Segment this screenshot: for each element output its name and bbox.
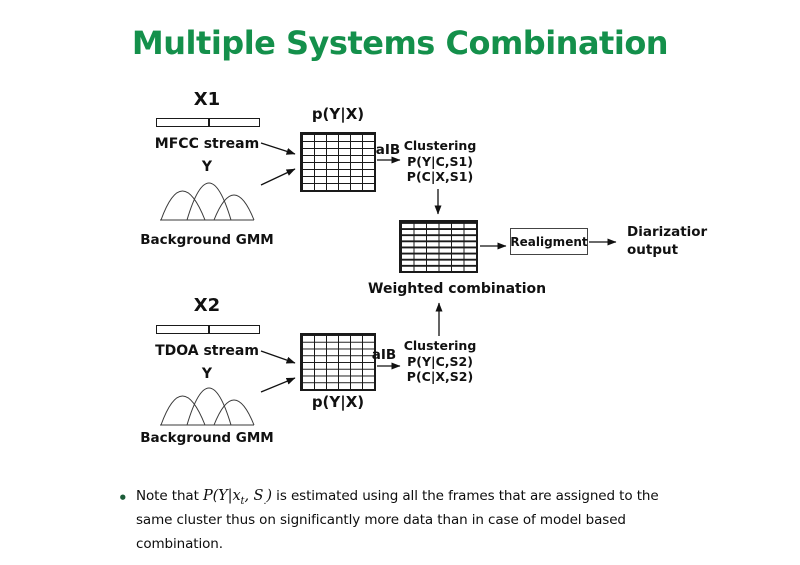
clustering-pcxs2: P(C|X,S2) <box>406 369 474 384</box>
weighted-combination-grid <box>399 220 478 273</box>
clustering-pcxs1: P(C|X,S1) <box>406 169 474 184</box>
stream2-feature-bar <box>156 325 260 334</box>
stream1-y-label: Y <box>201 159 213 175</box>
note-line3: combination. <box>136 536 223 552</box>
arrow-gmm1-to-grid <box>261 169 295 185</box>
arrow-gmm2-to-grid <box>261 378 295 392</box>
prob-grid-top-label: p(Y|X) <box>311 105 365 123</box>
note-math-expression: $P(Y|x_t$, $S_.$) <box>202 488 272 507</box>
stream2-gmm-label: Background GMM <box>140 430 274 446</box>
prob-grid-bottom-label: p(Y|X) <box>311 393 365 411</box>
gmm-curves-icon <box>158 385 256 427</box>
realignment-label: Realigment <box>510 234 588 249</box>
stream2-y-label: Y <box>201 366 213 382</box>
stream1-gmm-label: Background GMM <box>140 232 274 248</box>
probability-grid-bottom <box>300 333 376 391</box>
note-line1-rest: is estimated using all the frames that are assigned to the <box>276 488 659 504</box>
note-pre-math: Note that <box>136 488 199 504</box>
bar-divider <box>208 119 210 126</box>
weighted-combination-label: Weighted combination <box>368 281 547 297</box>
note-line2: same cluster thus on significantly more data than in case of model based <box>136 512 626 528</box>
slide-title: Multiple Systems Combination <box>131 24 669 62</box>
stream2-label: TDOA stream <box>155 343 259 359</box>
clustering-title: Clustering <box>403 138 477 153</box>
aib-label-bottom: aIB <box>371 347 397 363</box>
realignment-box <box>510 228 588 255</box>
clustering-block-top <box>398 138 482 185</box>
clustering-block-bottom <box>398 338 482 385</box>
diarization-output-label <box>627 223 707 259</box>
stream1-label: MFCC stream <box>154 136 260 152</box>
gmm-curves-icon <box>158 180 256 222</box>
note-line1 <box>136 488 659 507</box>
bullet-marker: • <box>118 489 128 507</box>
output-line1: Diarizatior <box>627 224 708 240</box>
clustering-pycs2: P(Y|C,S2) <box>407 353 473 369</box>
clustering-pycs1: P(Y|C,S1) <box>407 153 473 169</box>
stream1-feature-bar <box>156 118 260 127</box>
clustering-title: Clustering <box>403 338 477 353</box>
bar-divider <box>208 326 210 333</box>
probability-grid-top <box>300 132 376 192</box>
stream1-x-label: X1 <box>193 89 221 110</box>
stream2-x-label: X2 <box>193 295 221 316</box>
aib-label-top: aIB <box>375 142 401 158</box>
output-line2: output <box>627 242 679 258</box>
